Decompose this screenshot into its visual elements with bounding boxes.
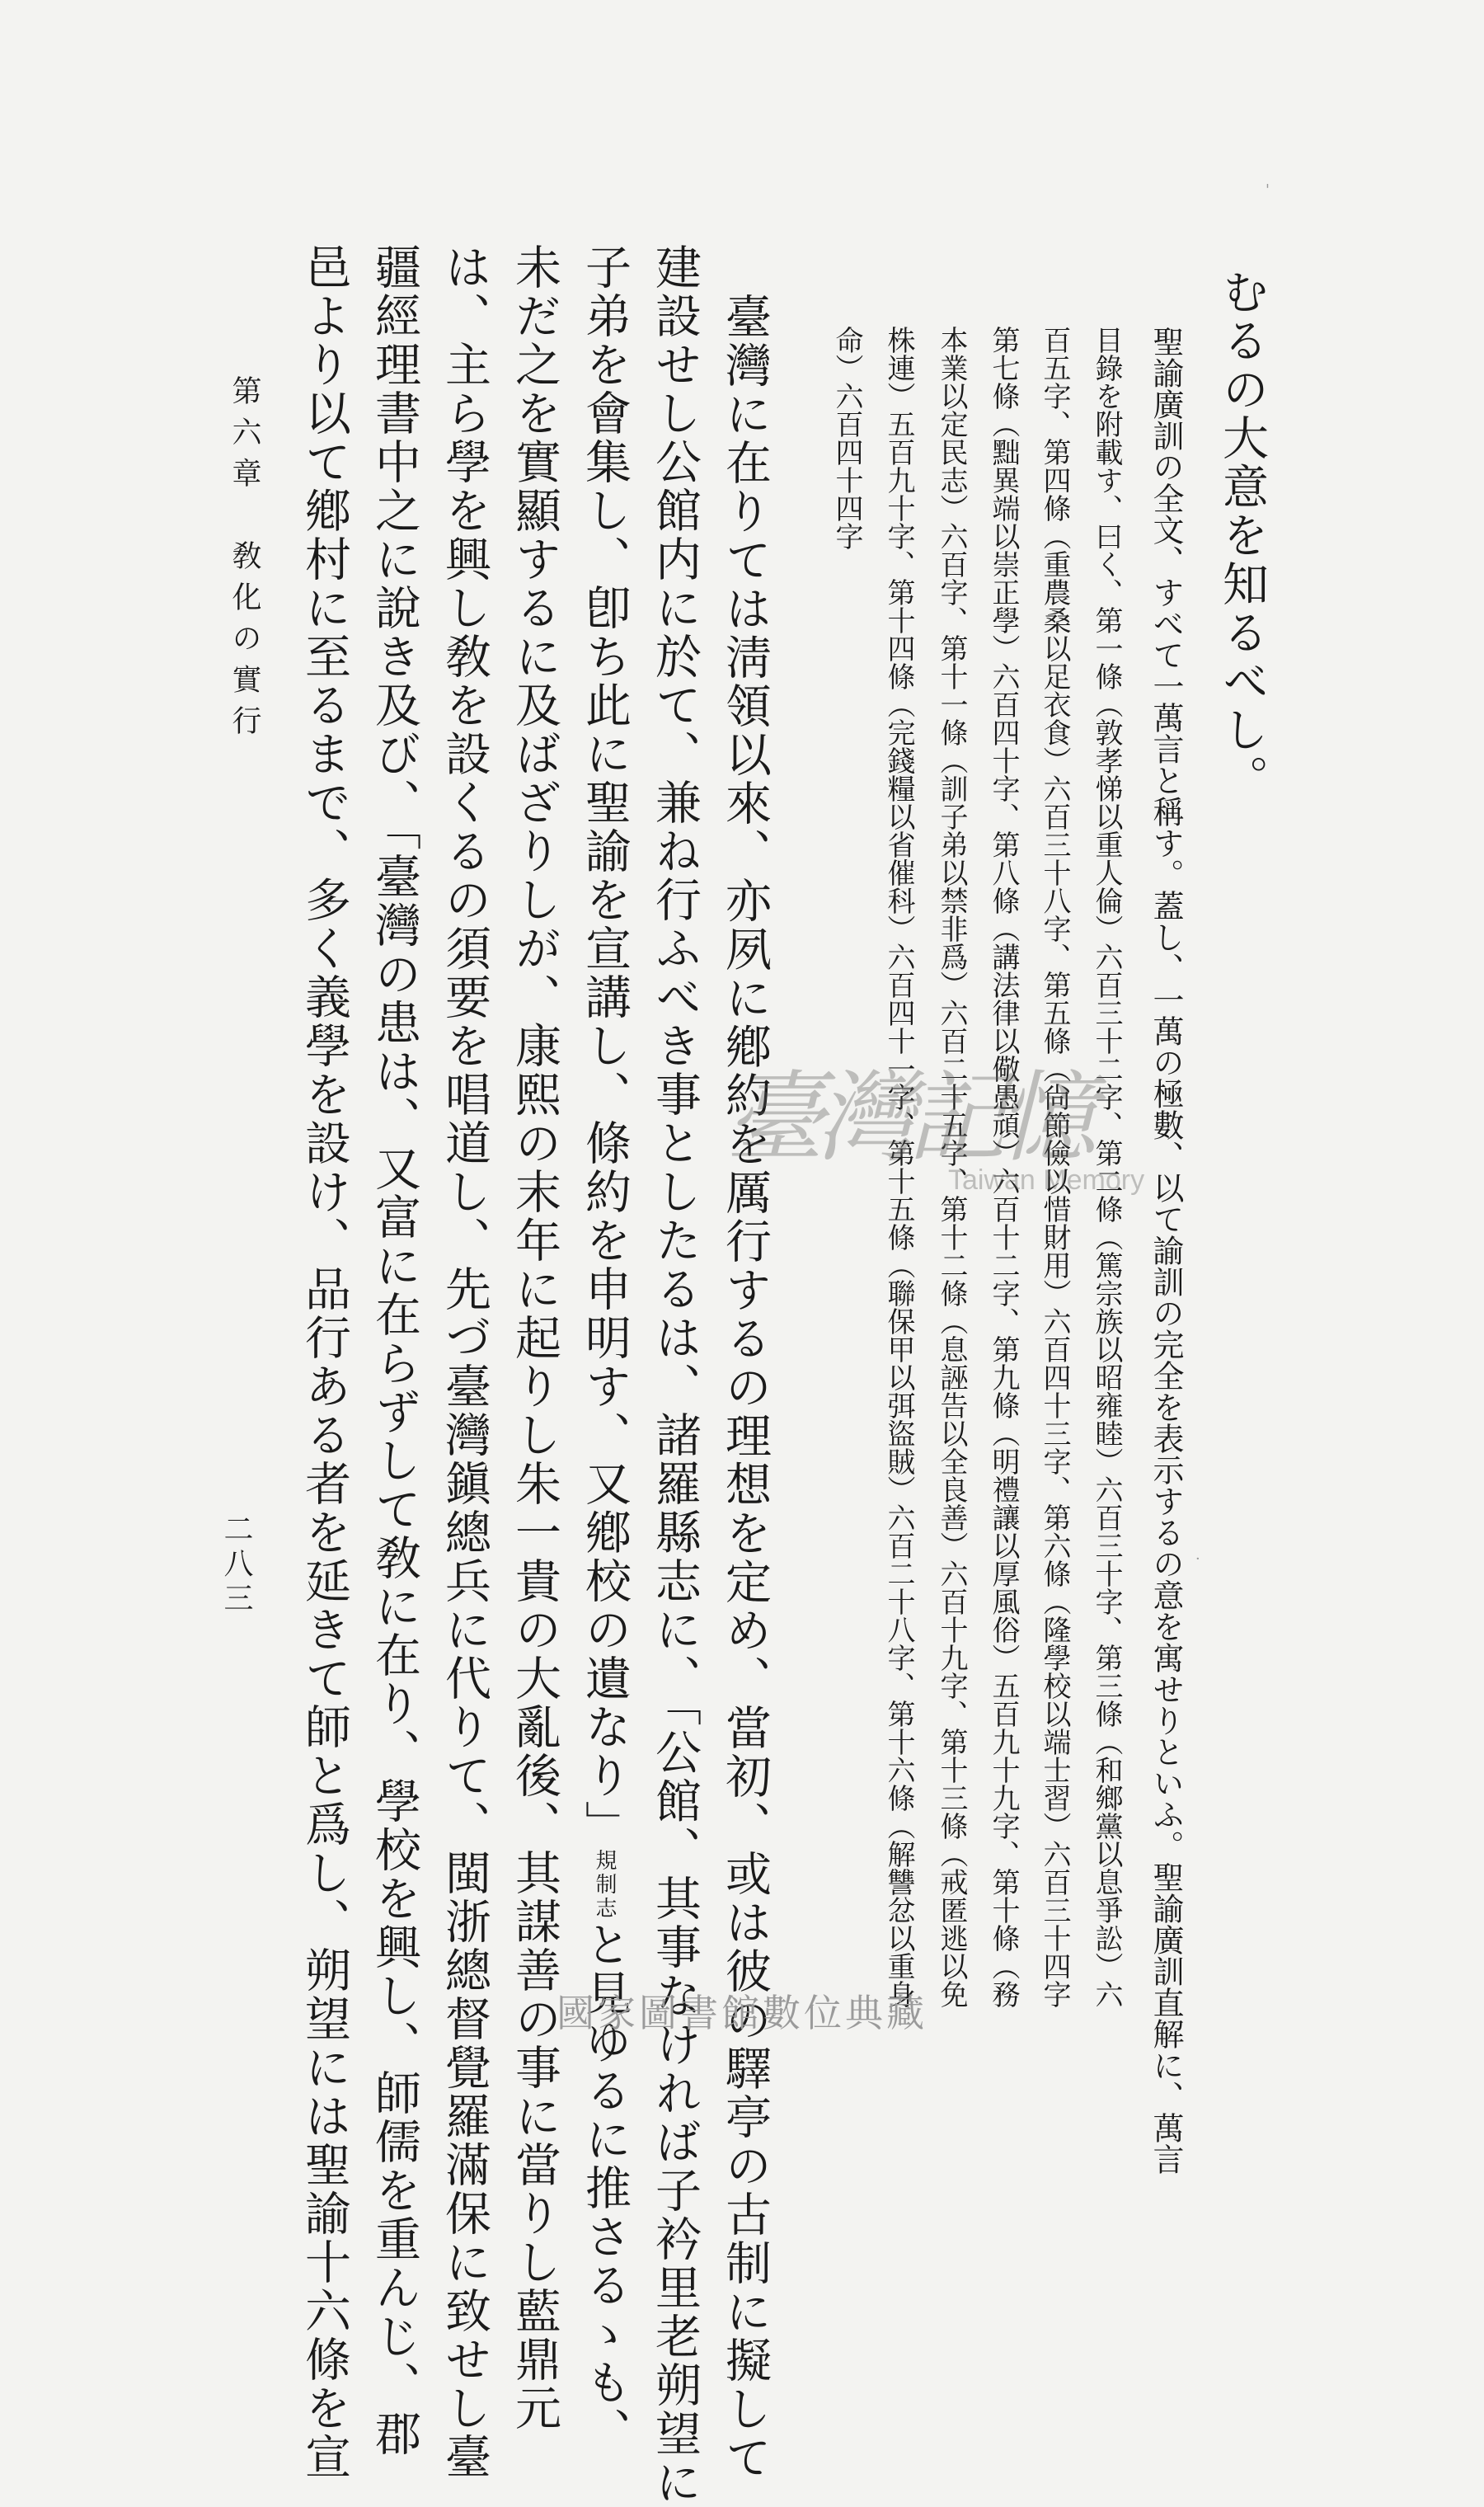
scan-mark: '	[1266, 181, 1270, 199]
text-column-3: 目錄を附載す、曰く、第一條（敦孝悌以重人倫）六百三十二字、第二條（篤宗族以昭雍睦）六百三十字、第三條（和鄉黨以息爭訟）六	[1090, 326, 1123, 2008]
watermark-logo	[726, 1039, 1154, 1196]
text-column-1: むるの大意を知るべし。	[1215, 268, 1269, 803]
text-column-10: 建設せし公館内に於て、兼ね行ふべき事としたるは、諸羅縣志に、「公館、其事なければ子衿里老朔望に	[648, 243, 702, 2507]
text-column-15: 邑より以て鄕村に至るまで、多く義學を設け、品行ある者を延きて師と爲し、朔望には聖諭十六條を宣	[298, 243, 351, 2481]
watermark-subtitle: Taiwan Memory	[948, 1164, 1145, 1196]
watermark-chars: 臺灣記憶	[726, 1061, 1088, 1176]
inline-note: 規制志	[592, 1849, 617, 1921]
text-column-11-part-a: 子弟を會集し、卽ち此に聖諭を宣講し、條約を申明す、又鄕校の遺なり」	[578, 243, 632, 1849]
scan-mark: ·	[1195, 1550, 1200, 1568]
text-column-5: 第七條（黜異端以崇正學）六百四十字、第八條（講法律以儆愚頑）六百十二字、第九條（明禮讓以厚風俗）五百九十九字、第十條（務	[987, 326, 1020, 2008]
text-column-6: 本業以定民志）六百字、第十一條（訓子弟以禁非爲）六百二十五字、第十二條（息誣告以全良善）六百十九字、第十三條（戒匿逃以免	[935, 326, 968, 2008]
text-column-7: 株連）五百九十字、第十四條（完錢糧以省催科）六百四十一字、第十五條（聯保甲以弭盜賊）六百二十八字、第十六條（解讐忿以重身	[882, 326, 915, 2008]
text-column-9: 臺灣に在りては淸領以來、亦夙に鄕約を厲行するの理想を定め、當初、或は彼の驛亭の古制に擬して	[718, 293, 772, 2482]
text-column-2: 聖諭廣訓の全文、すべて一萬言と稱す。蓋し、一萬の極數、以て諭訓の完全を表示するの意を寓せりといふ。聖諭廣訓直解に、萬言	[1148, 326, 1184, 2175]
text-column-8: 命）六百四十四字	[830, 326, 863, 550]
text-column-11-part-b: と見ゆるに推さるゝも、	[578, 1921, 632, 2456]
page-number: 二八三	[219, 1513, 253, 1617]
text-column-11	[578, 243, 632, 2456]
text-column-14: 疆經理書中之に說き及び、「臺灣の患は、又富に在らずして敎に在り、學校を興し、師儒を重んじ、郡	[368, 243, 421, 2458]
text-column-13: は、主ら學を興し敎を設くるの須要を唱道し、先づ臺灣鎭總兵に代りて、閩浙總督覺羅滿保に致せし臺	[438, 243, 491, 2481]
archive-footer: 國家圖書館數位典藏	[556, 1992, 928, 2034]
text-column-4: 百五字、第四條（重農桑以足衣食）六百三十八字、第五條（尙節儉以惜財用）六百四十三字、第六條（隆學校以端士習）六百三十四字	[1038, 326, 1071, 2008]
text-column-12: 未だ之を實顯するに及ばざりしが、康熙の末年に起りし朱一貴の大亂後、其謀善の事に當りし藍鼎元	[508, 243, 561, 2433]
running-header: 第六章 敎化の實行	[228, 375, 261, 746]
